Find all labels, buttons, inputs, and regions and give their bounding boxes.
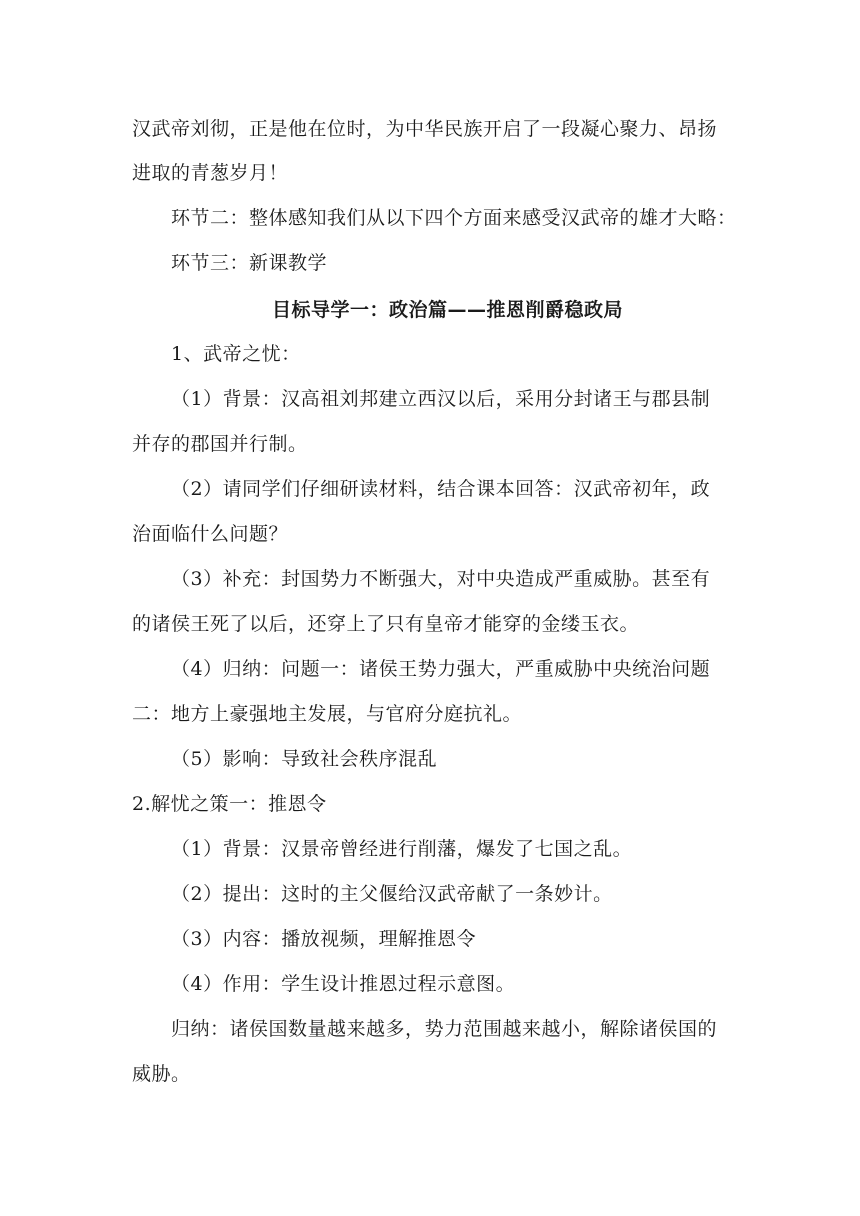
summary-line-2: 威胁。 [132, 1063, 191, 1085]
worry-p4-line-2: 二：地方上豪强地主发展，与官府分庭抗礼。 [132, 703, 523, 725]
worry-p3-line-1: （3）补充：封国势力不断强大，对中央造成严重威胁。甚至有 [171, 568, 711, 590]
worry-p5: （5）影响：导致社会秩序混乱 [171, 748, 438, 770]
worry-p2-line-2: 治面临什么问题？ [132, 523, 289, 545]
worry-p3-line-2: 的诸侯王死了以后，还穿上了只有皇帝才能穿的金缕玉衣。 [132, 613, 640, 635]
section-heading: 目标导学一：政治篇——推恩削爵稳政局 [272, 299, 624, 321]
section-3-text: 环节三：新课教学 [171, 252, 328, 274]
worry-p4-line-1: （4）归纳：问题一：诸侯王势力强大，严重威胁中央统治问题 [171, 658, 711, 680]
summary-line-1: 归纳：诸侯国数量越来越多，势力范围越来越小，解除诸侯国的 [171, 1018, 718, 1040]
solution-p1: （1）背景：汉景帝曾经进行削藩，爆发了七国之乱。 [171, 838, 633, 860]
worry-title: 1、武帝之忧： [171, 343, 301, 365]
intro-line-2: 进取的青葱岁月！ [132, 162, 289, 184]
intro-line-1: 汉武帝刘彻，正是他在位时，为中华民族开启了一段凝心聚力、昂扬 [132, 118, 718, 140]
solution-p4: （4）作用：学生设计推恩过程示意图。 [171, 973, 516, 995]
section-2-text: 环节二：整体感知我们从以下四个方面来感受汉武帝的雄才大略： [171, 207, 737, 229]
worry-p1-line-2: 并存的郡国并行制。 [132, 433, 308, 455]
worry-p1-line-1: （1）背景：汉高祖刘邦建立西汉以后，采用分封诸王与郡县制 [171, 388, 711, 410]
worry-p2-line-1: （2）请同学们仔细研读材料，结合课本回答：汉武帝初年，政 [171, 478, 711, 500]
solution-title: 2.解忧之策一：推恩令 [132, 793, 327, 815]
solution-p2: （2）提出：这时的主父偃给汉武帝献了一条妙计。 [171, 883, 613, 905]
solution-p3: （3）内容：播放视频，理解推恩令 [171, 928, 477, 950]
